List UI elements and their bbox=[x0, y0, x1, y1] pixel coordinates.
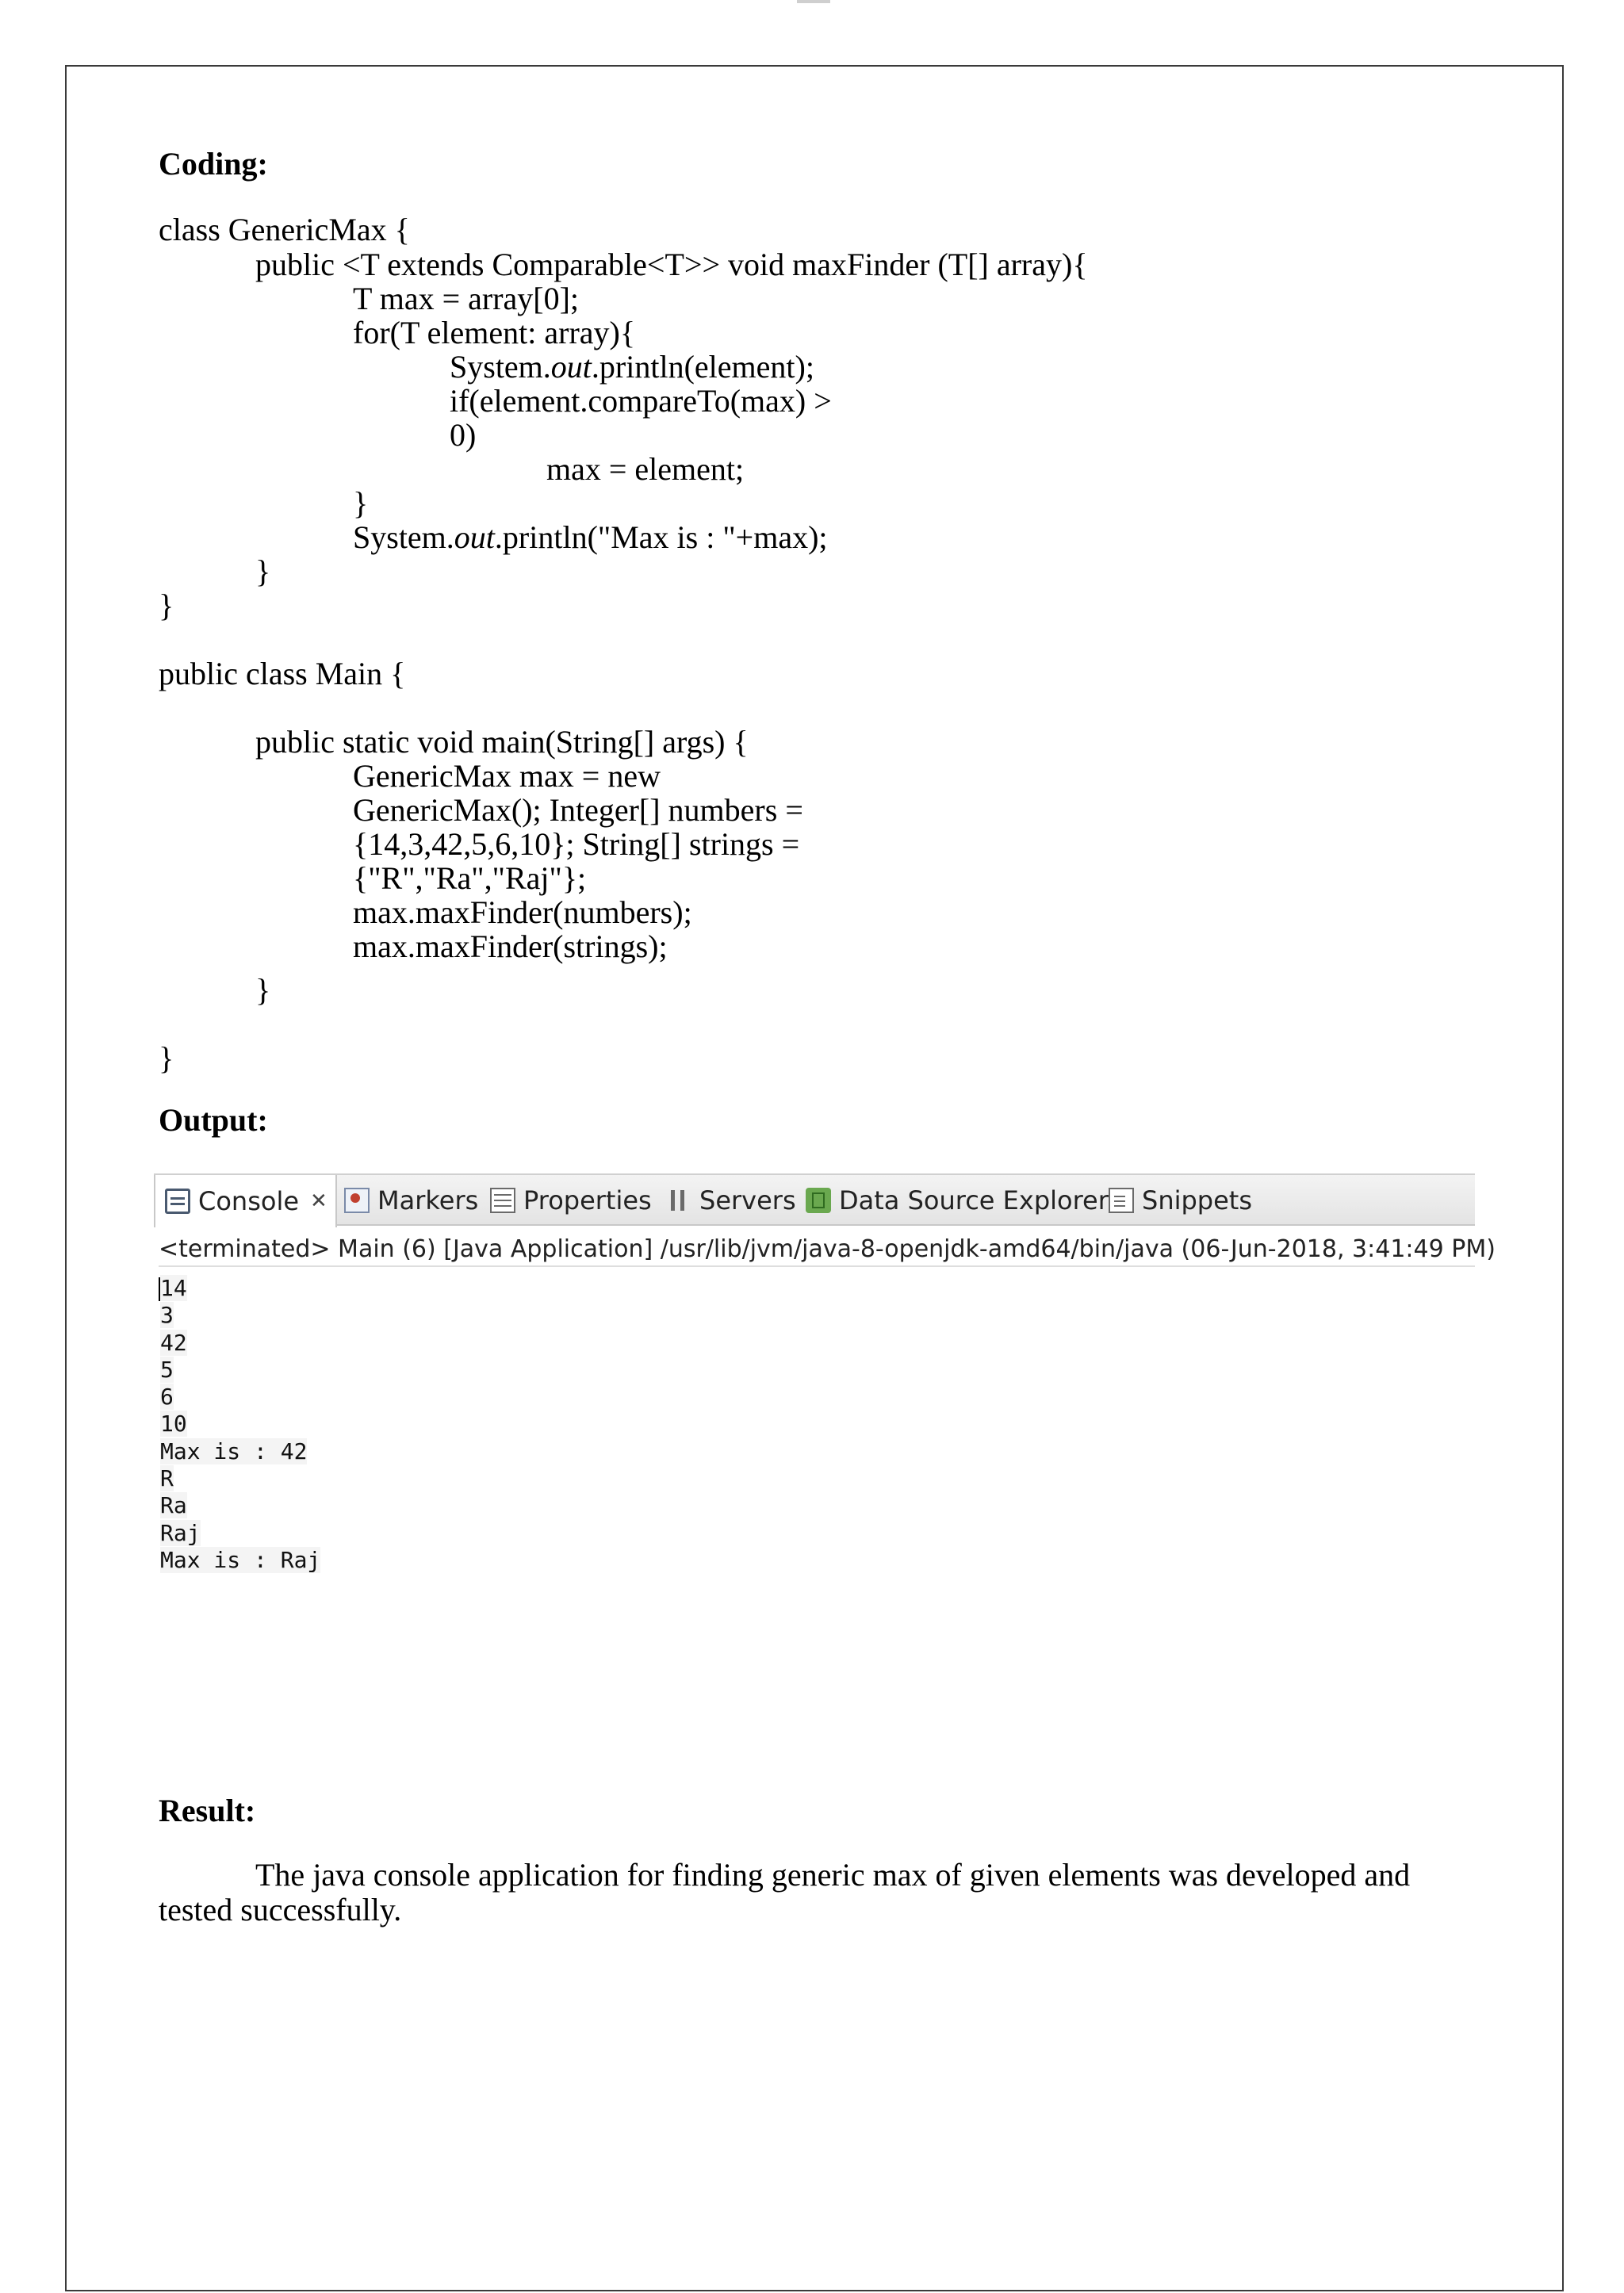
code-line: } bbox=[159, 1040, 174, 1076]
code-line: if(element.compareTo(max) > bbox=[450, 383, 832, 419]
console-output-line bbox=[160, 1302, 320, 1329]
console-output-text: Raj bbox=[160, 1519, 201, 1546]
code-line: public static void main(String[] args) { bbox=[255, 724, 749, 760]
console-output-line bbox=[160, 1357, 320, 1384]
result-heading: Result: bbox=[159, 1793, 256, 1828]
tab-console[interactable] bbox=[154, 1175, 337, 1227]
result-paragraph: The java console application for finding generic max of given elements was developed and tested successfully. bbox=[159, 1857, 1411, 1927]
code-fragment: .println(element); bbox=[591, 349, 814, 385]
console-panel bbox=[154, 1173, 1496, 1573]
properties-icon bbox=[490, 1188, 515, 1213]
close-icon[interactable]: ✕ bbox=[310, 1189, 327, 1213]
console-output-text: 14 bbox=[160, 1275, 187, 1301]
code-line: class GenericMax { bbox=[159, 212, 410, 247]
console-tab-bar bbox=[154, 1173, 1475, 1226]
console-output-line bbox=[160, 1411, 320, 1437]
console-output-text: Max is : 42 bbox=[160, 1437, 308, 1464]
tab-label: Snippets bbox=[1142, 1185, 1253, 1215]
code-line: GenericMax max = new bbox=[353, 758, 661, 794]
tab-label: Properties bbox=[523, 1185, 652, 1215]
console-output[interactable] bbox=[160, 1275, 320, 1574]
code-line: for(T element: array){ bbox=[353, 315, 636, 350]
data-source-explorer-icon bbox=[806, 1188, 831, 1213]
tab-label: Console bbox=[198, 1186, 300, 1216]
code-fragment-italic: out bbox=[454, 519, 495, 555]
tab-data-source-explorer[interactable] bbox=[806, 1175, 1109, 1226]
code-line: 0) bbox=[450, 417, 477, 453]
console-output-text: 5 bbox=[160, 1356, 174, 1383]
code-fragment: System. bbox=[353, 519, 454, 555]
tab-servers[interactable] bbox=[666, 1175, 796, 1226]
servers-icon bbox=[666, 1188, 691, 1213]
tab-label: Servers bbox=[699, 1185, 796, 1215]
console-output-line bbox=[160, 1492, 320, 1519]
console-output-text: 42 bbox=[160, 1329, 187, 1356]
console-output-line bbox=[160, 1547, 320, 1574]
code-line: {14,3,42,5,6,10}; String[] strings = bbox=[353, 826, 800, 862]
snippets-icon bbox=[1109, 1188, 1134, 1213]
console-output-line bbox=[160, 1465, 320, 1492]
text-caret bbox=[159, 1277, 160, 1301]
console-output-line bbox=[160, 1275, 320, 1302]
console-output-text: 10 bbox=[160, 1411, 187, 1437]
tab-properties[interactable] bbox=[490, 1175, 652, 1226]
console-icon bbox=[165, 1189, 190, 1214]
code-line bbox=[450, 350, 814, 385]
console-output-text: R bbox=[160, 1465, 174, 1492]
code-line: } bbox=[159, 588, 174, 623]
console-output-line bbox=[160, 1438, 320, 1465]
console-output-text: Ra bbox=[160, 1492, 187, 1519]
tab-label: Data Source Explorer bbox=[839, 1185, 1109, 1215]
code-fragment: .println("Max is : "+max); bbox=[494, 519, 828, 555]
code-line: max = element; bbox=[546, 451, 745, 487]
tab-markers[interactable] bbox=[344, 1175, 478, 1226]
console-output-text: 3 bbox=[160, 1302, 174, 1329]
code-line: } bbox=[255, 553, 271, 589]
console-output-line bbox=[160, 1384, 320, 1411]
code-fragment: System. bbox=[450, 349, 551, 385]
code-line: public <T extends Comparable<T>> void maxFinder (T[] array){ bbox=[255, 247, 1088, 282]
console-status-line: <terminated> Main (6) [Java Application] /usr/lib/jvm/java-8-openjdk-amd64/bin/java (06-Jun-2018, 3:41:49 PM) bbox=[159, 1234, 1475, 1267]
tab-snippets[interactable] bbox=[1109, 1175, 1252, 1226]
code-fragment-italic: out bbox=[550, 349, 592, 385]
code-line: max.maxFinder(numbers); bbox=[353, 894, 692, 930]
tab-label: Markers bbox=[377, 1185, 479, 1215]
console-output-line bbox=[160, 1520, 320, 1547]
code-line: } bbox=[255, 972, 271, 1008]
code-line: T max = array[0]; bbox=[353, 281, 580, 316]
console-output-text: 6 bbox=[160, 1384, 174, 1411]
console-output-text: Max is : Raj bbox=[160, 1546, 321, 1573]
code-line: {"R","Ra","Raj"}; bbox=[353, 860, 587, 896]
markers-icon bbox=[344, 1188, 370, 1213]
console-output-line bbox=[160, 1330, 320, 1357]
output-heading: Output: bbox=[159, 1102, 268, 1138]
code-line: max.maxFinder(strings); bbox=[353, 928, 668, 964]
code-line: GenericMax(); Integer[] numbers = bbox=[353, 792, 803, 828]
code-line: public class Main { bbox=[159, 656, 406, 691]
code-line bbox=[353, 520, 828, 555]
coding-heading: Coding: bbox=[159, 146, 268, 182]
code-line: } bbox=[353, 485, 369, 521]
page-header-mark bbox=[797, 0, 830, 3]
